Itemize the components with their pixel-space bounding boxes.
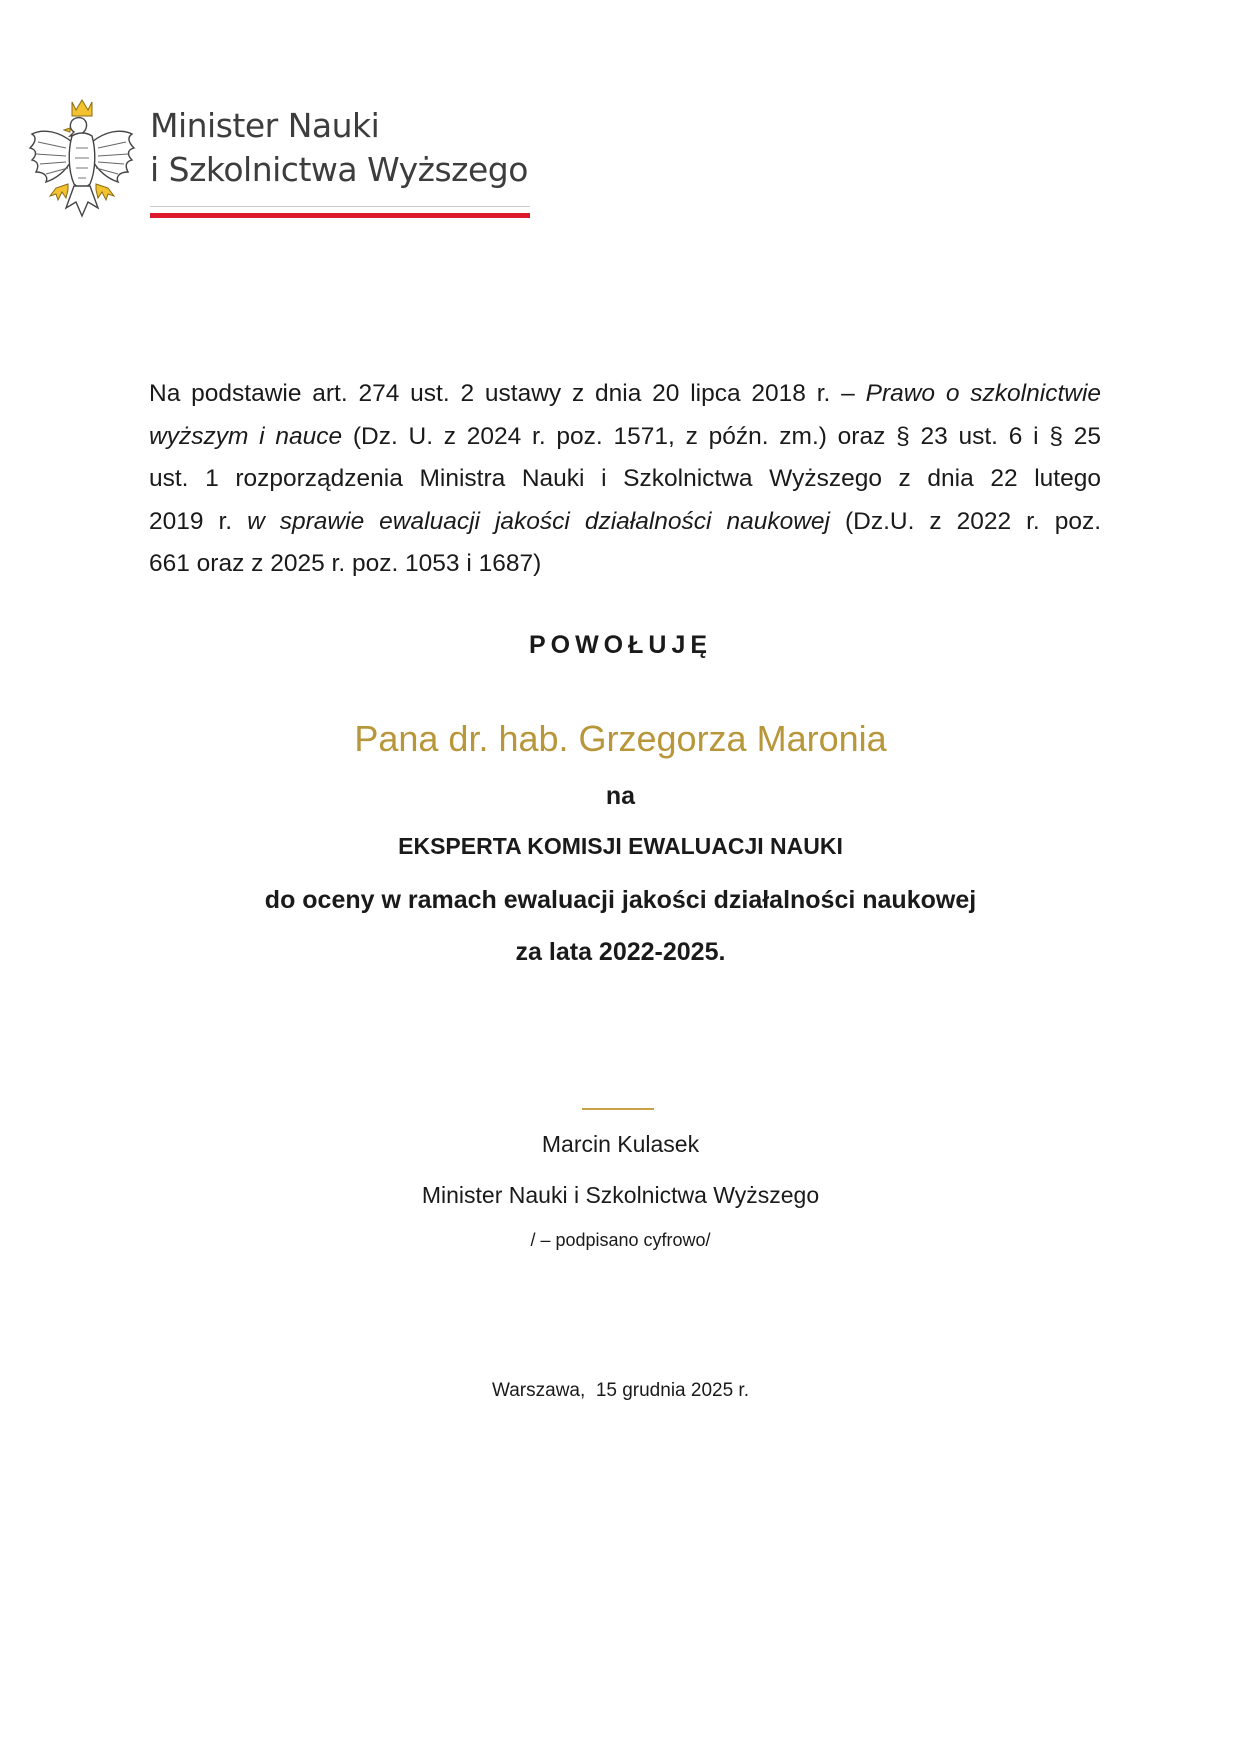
signature-divider — [582, 1108, 654, 1110]
paragraph-line: ust. 1 rozporządzenia Ministra Nauki i Szkolnictwa Wyższego z dnia 22 lutego — [149, 465, 1101, 492]
appointment-preposition: na — [605, 782, 636, 810]
paragraph-line: wyższym i nauce (Dz. U. z 2024 r. poz. 1571, z późn. zm.) oraz § 23 ust. 6 i § 25 — [149, 422, 1101, 450]
digital-signature-note: / – podpisano cyfrowo/ — [530, 1230, 711, 1250]
legal-basis-paragraph — [149, 373, 1101, 586]
regulation-title: w sprawie ewaluacji jakości działalności naukowej — [247, 507, 830, 535]
signer-name: Marcin Kulasek — [541, 1131, 700, 1157]
signer-title: Minister Nauki i Szkolnictwa Wyższego — [421, 1182, 820, 1208]
appointee-name: Pana dr. hab. Grzegorza Maronia — [354, 718, 887, 759]
appointment-purpose: do oceny w ramach ewaluacji jakości działalności naukowej — [264, 886, 977, 914]
paragraph-line: 661 oraz z 2025 r. poz. 1053 i 1687) — [149, 550, 542, 577]
white-eagle-emblem-icon — [26, 98, 138, 224]
logo-title-line1: Minister Nauki — [150, 106, 380, 145]
paragraph-line: Na podstawie art. 274 ust. 2 ustawy z dnia 20 lipca 2018 r. – Prawo o szkolnictwie — [149, 380, 1102, 407]
appointment-verb: POWOŁUJĘ — [528, 631, 713, 659]
logo-title-line2: i Szkolnictwa Wyższego — [150, 150, 528, 189]
appointment-period: za lata 2022-2025. — [515, 938, 726, 966]
appointment-role: EKSPERTA KOMISJI EWALUACJI NAUKI — [398, 833, 843, 859]
header-divider — [150, 206, 530, 207]
act-title: wyższym i nauce — [149, 422, 343, 450]
letterhead — [26, 98, 586, 228]
act-title: Prawo o szkolnictwie — [865, 380, 1102, 407]
place-and-date: Warszawa, 15 grudnia 2025 r. — [492, 1380, 749, 1401]
header-red-bar — [150, 213, 530, 218]
paragraph-line: 2019 r. w sprawie ewaluacji jakości działalności naukowej (Dz.U. z 2022 r. poz. — [149, 507, 1102, 535]
